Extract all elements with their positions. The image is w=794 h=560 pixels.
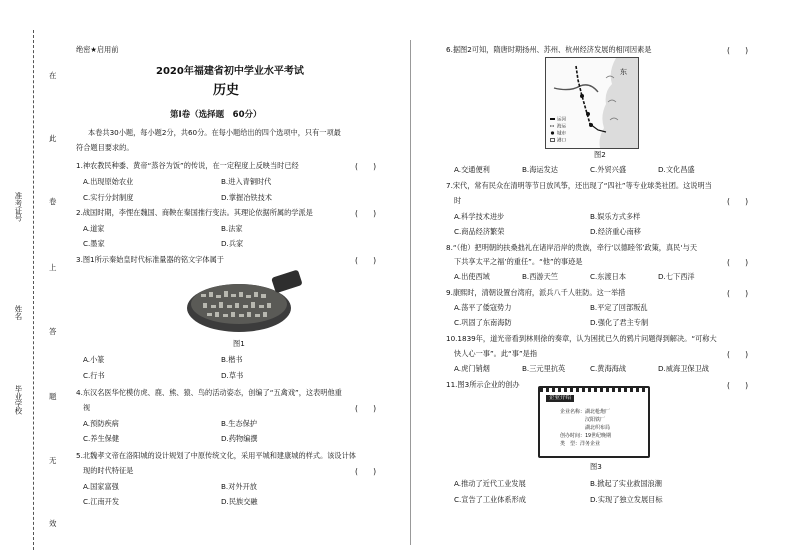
legend-item: 港口 (557, 138, 566, 144)
exam-number-label: 准考证号 (14, 192, 23, 222)
option-c[interactable]: C.实行分封制度 (83, 193, 134, 202)
option-b[interactable]: B.西游天竺 (522, 272, 558, 281)
question-stem: 5.北魏孝文帝在洛阳城的设计规划了中原传统文化，采用平城和建康城的样式。该设计体 (76, 451, 356, 460)
option-a[interactable]: A.国家富强 (83, 482, 119, 491)
option-d[interactable]: D.威海卫保卫战 (658, 364, 709, 373)
answer-blank[interactable]: ( ) (355, 467, 377, 476)
margin-char: 卷 (49, 197, 57, 206)
question-stem: 8.“（他）把明朝的扶桑拙礼在诸岸沿岸的贵族，牵行‘以德睦邻’政策，真民‘与天 (446, 243, 698, 252)
answer-blank[interactable]: ( ) (727, 350, 749, 359)
question-stem-cont: 现的时代特征是 (83, 466, 134, 475)
option-a[interactable]: A.出使西域 (454, 272, 490, 281)
instruction-line-1: 本卷共30小题，每小题2分，共60分。在每小题给出的四个选项中，只有一项最 (88, 128, 341, 137)
option-a[interactable]: A.推动了近代工业发展 (454, 479, 526, 488)
card-row: 企业名称：湖北枪炮厂 (560, 409, 611, 415)
question-stem: 2.战国时期，李悝在魏国、商鞅在秦国推行变法。其理论依据所属的学派是 (76, 208, 313, 217)
grand-canal-map (545, 57, 639, 149)
option-c[interactable]: C.东渡日本 (590, 272, 627, 281)
secret-label: 绝密★启用前 (76, 45, 119, 54)
option-c[interactable]: C.养生保健 (83, 434, 120, 443)
option-b[interactable]: B.海运发达 (522, 165, 558, 174)
option-a[interactable]: A.预防疾病 (83, 419, 119, 428)
option-b[interactable]: B.平定了回部叛乱 (590, 303, 648, 312)
exam-title: 2020年福建省初中学业水平考试 (156, 66, 304, 77)
margin-char: 此 (49, 134, 57, 143)
column-divider (410, 40, 411, 545)
margin-char: 答 (49, 327, 57, 336)
option-c[interactable]: C.宣告了工业体系形成 (454, 495, 526, 504)
option-c[interactable]: C.墨家 (83, 239, 105, 248)
option-a[interactable]: A.出现原始农业 (83, 177, 134, 186)
option-b[interactable]: B.三元里抗英 (522, 364, 566, 373)
card-row: 汉阳铁厂 (585, 417, 606, 423)
question-stem: 6.据图2可知，隋唐时期扬州、苏州、杭州经济发展的相同因素是 (446, 45, 652, 54)
option-c[interactable]: C.巩固了东南海防 (454, 318, 512, 327)
margin-char: 无 (49, 456, 57, 465)
figure-1-caption: 图1 (233, 339, 245, 348)
answer-blank[interactable]: ( ) (727, 258, 749, 267)
card-row: 创办时间：19世纪晚期 (560, 433, 612, 439)
card-title: 企业介绍 (546, 395, 574, 402)
question-stem: 10.1839年，道光帝看到林则徐的奏章，认为困扰已久的鸦片问题得到解决。“可称大 (446, 334, 717, 343)
name-label: 姓名 (14, 305, 23, 320)
option-d[interactable]: D.药物编撰 (221, 434, 258, 443)
figure-3-caption: 图3 (590, 462, 602, 471)
option-b[interactable]: B.娱乐方式多样 (590, 212, 641, 221)
answer-blank[interactable]: ( ) (727, 46, 749, 55)
card-body (560, 408, 611, 448)
figure-2-caption: 图2 (594, 150, 606, 159)
option-c[interactable]: C.黄海海战 (590, 364, 627, 373)
answer-blank[interactable]: ( ) (355, 209, 377, 218)
option-a[interactable]: A.虎门销烟 (454, 364, 490, 373)
question-stem: 9.康熙时，清朝设置台湾府，派兵八千人驻防。这一举措 (446, 288, 626, 297)
instruction-line-2: 符合题目要求的。 (76, 143, 134, 152)
legend-item: 运河 (557, 117, 566, 123)
option-b[interactable]: B.生态保护 (221, 419, 257, 428)
legend-item: 城市 (557, 131, 566, 137)
option-b[interactable]: B.对外开放 (221, 482, 257, 491)
answer-blank[interactable]: ( ) (355, 404, 377, 413)
enterprise-card-figure (538, 386, 650, 458)
option-c[interactable]: C.江南开发 (83, 497, 120, 506)
option-d[interactable]: D.草书 (221, 371, 244, 380)
card-row: 类 型：洋务企业 (560, 441, 601, 447)
option-b[interactable]: B.法家 (221, 224, 243, 233)
option-d[interactable]: D.兵家 (221, 239, 244, 248)
question-stem-cont: 视 (83, 403, 91, 412)
answer-blank[interactable]: ( ) (355, 256, 377, 265)
question-stem-cont: 下共享太平之福’的重任”。“他”的事迹是 (454, 257, 583, 266)
option-d[interactable]: D.文化昌盛 (658, 165, 695, 174)
bronze-measure-figure (185, 268, 303, 336)
card-row: 湖北织布局 (585, 425, 611, 431)
map-east-label: 东 (620, 68, 627, 76)
margin-char: 在 (49, 71, 57, 80)
option-b[interactable]: B.楷书 (221, 355, 243, 364)
option-b[interactable]: B.进入青铜时代 (221, 177, 272, 186)
question-stem: 11.图3所示企业的创办 (446, 380, 520, 389)
option-d[interactable]: D.七下西洋 (658, 272, 695, 281)
answer-blank[interactable]: ( ) (355, 162, 377, 171)
card-binding (540, 388, 648, 392)
option-d[interactable]: D.掌握冶铁技术 (221, 193, 272, 202)
section-title: 第Ⅰ卷（选择题 60分） (170, 110, 262, 120)
answer-blank[interactable]: ( ) (727, 381, 749, 390)
margin-char: 效 (49, 519, 57, 528)
option-a[interactable]: A.小篆 (83, 355, 105, 364)
option-a[interactable]: A.荡平了倭寇势力 (454, 303, 512, 312)
question-stem-cont: 时 (454, 196, 462, 205)
option-c[interactable]: C.商品经济繁荣 (454, 227, 505, 236)
answer-blank[interactable]: ( ) (727, 197, 749, 206)
school-label: 毕业学校 (14, 385, 23, 415)
question-stem: 3.图1所示秦始皇时代标准量器的铭文字体属于 (76, 255, 224, 264)
option-d[interactable]: D.经济重心南移 (590, 227, 641, 236)
legend-item: 海运 (557, 124, 566, 130)
option-a[interactable]: A.科学技术进步 (454, 212, 505, 221)
answer-blank[interactable]: ( ) (727, 289, 749, 298)
question-stem: 4.东汉名医华佗模仿虎、鹿、熊、猿、鸟的活动姿态，创编了“五禽戏”，这表明他重 (76, 388, 342, 397)
option-d[interactable]: D.民族交融 (221, 497, 258, 506)
option-d[interactable]: D.强化了君主专制 (590, 318, 649, 327)
binding-line (33, 30, 34, 550)
option-a[interactable]: A.道家 (83, 224, 105, 233)
option-c[interactable]: C.外贸兴盛 (590, 165, 627, 174)
option-c[interactable]: C.行书 (83, 371, 105, 380)
question-stem-cont: 快人心一事”。此“事”是指 (454, 349, 538, 358)
option-a[interactable]: A.交通便利 (454, 165, 490, 174)
option-d[interactable]: D.实现了独立发展目标 (590, 495, 663, 504)
question-stem: 7.宋代，常有民众在清明等节日放风筝，还出现了“四社”等专业球类社团。这说明当 (446, 181, 712, 190)
option-b[interactable]: B.掀起了实业救国浪潮 (590, 479, 662, 488)
margin-char: 上 (49, 263, 57, 272)
subject-title: 历史 (213, 83, 240, 98)
question-stem: 1.神农教民种黍、黄帝“蒸谷为饭”的传说，在一定程度上反映当时已经 (76, 161, 299, 170)
margin-char: 题 (49, 392, 57, 401)
